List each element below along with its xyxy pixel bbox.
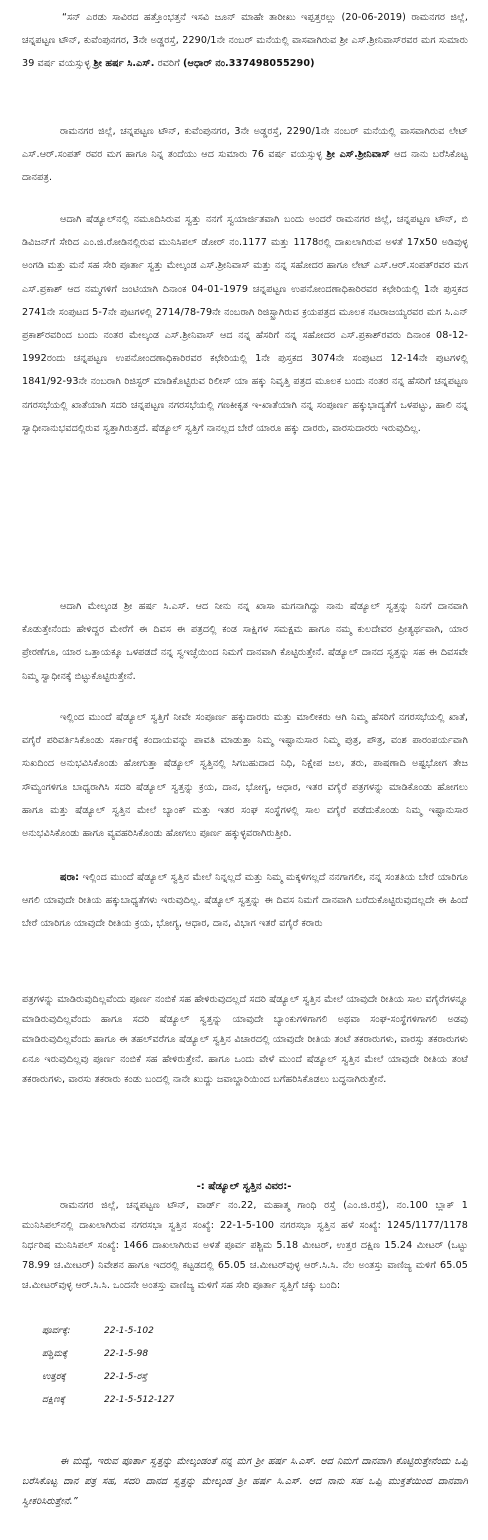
closing-paragraph: ಈ ಮದ್ಯೆ, ಇರುವ ಪೂರ್ತಾ ಸ್ವತ್ತನ್ನು ಮೇಲ್ಕಂಡಂತೆ ನನ್ನ ಮಗ ಶ್ರೀ ಹರ್ಷ ಸಿ.ಎಸ್. ಆದ ನಿಮಗೆ ದಾನವಾಗಿ ಕೊಟ್ಟಿರುತ್ತೇನೆಂದು ಒಪ್ಪಿ ಬರೆಸಿಕೊಟ್ಟ ದಾನ ಪತ್ರ ಸಹ, ಸದರಿ ದಾನದ ಸ್ವತ್ತನ್ನು ಮೇಲ್ಕಂಡ ಶ್ರೀ ಹರ್ಷ ಸಿ.ಎಸ್. ಆದ ನಾನು ಸಹ ಒಪ್ಪಿ ಮುಕ್ತತೆಯಿಂದ ದಾನವಾಗಿ ಸ್ವೀಕರಿಸಿರುತ್ತೇನೆ.” xyxy=(22,1456,468,1507)
note-paragraph xyxy=(22,866,468,936)
boundary-value: 22-1-5-98 xyxy=(104,1349,149,1359)
boundary-value: 22-1-5-102 xyxy=(104,1326,154,1336)
boundary-west xyxy=(42,1343,342,1366)
gift-paragraph: ಆದಾಗಿ ಮೇಲ್ಕಂಡ ಶ್ರೀ ಹರ್ಷ ಸಿ.ಎಸ್. ಆದ ನೀನು ನನ್ನ ಖಾಸಾ ಮಗನಾಗಿದ್ದು ನಾನು ಷೆಡ್ಯೂಲ್ ಸ್ವತ್ತನ್ನು ನಿನಗೆ ದಾನವಾಗಿ ಕೊಡುತ್ತೇನೆಂದು ಹೇಳಿದ್ದರ ಮೇರೆಗೆ ಈ ದಿವಸ ಈ ಪತ್ರದಲ್ಲಿ ಕಂಡ ಸಾಕ್ಷಿಗಳ ಸಮಕ್ಷಮ ಹಾಗೂ ನಮ್ಮ ಕುಲದೇವರ ಪ್ರೀತ್ಯರ್ಥವಾಗಿ, ಯಾರ ಪ್ರೇರಣೆಗೂ, ಯಾರ ಒತ್ತಾಯಕ್ಕೂ ಒಳಪಡದೆ ನನ್ನ ಸ್ವಇಚ್ಛೆಯಿಂದ ನಿಮಗೆ ದಾನವಾಗಿ ಕೊಟ್ಟಿರುತ್ತೇನೆ. ಷೆಡ್ಯೂಲ್ ದಾನದ ಸ್ವತ್ತನ್ನು ಸಹ ಈ ದಿವಸವೇ ನಿಮ್ಮ ಸ್ವಾಧೀನಕ್ಕೆ ಬಿಟ್ಟುಕೊಟ್ಟಿರುತ್ತೇನೆ. xyxy=(22,601,468,682)
donor-name: ಶ್ರೀ ಎಸ್.ಶ್ರೀನಿವಾಸ್ xyxy=(326,149,390,161)
rights-paragraph: ಇಲ್ಲಿಂದ ಮುಂದೆ ಷೆಡ್ಯೂಲ್ ಸ್ವತ್ತಿಗೆ ನೀವೇ ಸಂಪೂರ್ಣ ಹಕ್ಕುದಾರರು ಮತ್ತು ಮಾಲೀಕರು ಆಗಿ ನಿಮ್ಮ ಹೆಸರಿಗೆ ನಗರಸಭೆಯಲ್ಲಿ ಖಾತೆ, ವಗೈರೆ ಪರಿವರ್ತಿಸಿಕೊಂಡು ಸರ್ಕಾರಕ್ಕೆ ಕಂದಾಯವನ್ನು ಪಾವತಿ ಮಾಡುತ್ತಾ ನಿಮ್ಮ ಇಷ್ಟಾನುಸಾರ ನಿಮ್ಮ ಪುತ್ರ, ಪೌತ್ರ, ವಂಶ ಪಾರಂಪರ್ಯವಾಗಿ ಸುಖದಿಂದ ಅನುಭವಿಸಿಕೊಂಡು ಹೋಗುತ್ತಾ ಷೆಡ್ಯೂಲ್ ಸ್ವತ್ತಿನಲ್ಲಿ ಸಿಗಬಹುದಾದ ನಿಧಿ, ನಿಕ್ಷೇಪ ಜಲ, ತರು, ಪಾಷಣಾದಿ ಅಷ್ಟಭೋಗ ತೇಜ ಸೌಮ್ಯಂಗಳಿಗೂ ಬಾಧ್ಯರಾಗಿಸಿ ಸದರಿ ಷೆಡ್ಯೂಲ್ ಸ್ವತ್ತನ್ನು ಕ್ರಯ, ದಾನ, ಭೋಗ್ಯ, ಆಧಾರ, ಇತರ ವಗೈರೆ ಪತ್ರಗಳನ್ನು ಮಾಡಿಕೊಂಡು ಹೋಗಲು ಹಾಗೂ ಮತ್ತು ಷೆಡ್ಯೂಲ್ ಸ್ವತ್ತಿನ ಮೇಲೆ ಬ್ಯಾಂಕ್ ಮತ್ತು ಇತರ ಸಂಘ ಸಂಸ್ಥೆಗಳಲ್ಲಿ ಸಾಲ ವಗೈರೆ ಪಡೆದುಕೊಂಡು ನಿಮ್ಮ ಇಷ್ಟಾನುಸಾರ ಅನುಭವಿಸಿಕೊಂಡು ಹಾಗೂ ವ್ಯವಹರಿಸಿಕೊಂಡು ಹೋಗಲು ಪೂರ್ಣ ಹಕ್ಕುಳ್ಳವರಾಗಿರುತ್ತೀರಿ. xyxy=(22,712,468,840)
boundaries-list xyxy=(42,1320,342,1412)
boundary-dir: ಪೂರ್ವಕ್ಕೆ: xyxy=(42,1326,71,1336)
boundary-dir: ದಕ್ಷಿಣಕ್ಕೆ xyxy=(42,1395,66,1405)
intro-paragraph xyxy=(22,6,468,76)
declaration-paragraph: ಪತ್ರಗಳನ್ನು ಮಾಡಿರುವುದಿಲ್ಲವೆಂದು ಪೂರ್ಣ ನಂಬಿಕೆ ಸಹ ಹೇಳಿರುವುದಲ್ಲದೆ ಸದರಿ ಷೆಡ್ಯೂಲ್ ಸ್ವತ್ತಿನ ಮೇಲೆ ಯಾವುದೇ ರೀತಿಯ ಸಾಲ ವಗೈರೆಗಳನ್ನೂ ಮಾಡಿರುವುದಿಲ್ಲವೆಂದು ಹಾಗೂ ಸದರಿ ಷೆಡ್ಯೂಲ್ ಸ್ವತ್ತನ್ನು ಯಾವುದೇ ಬ್ಯಾಂಕುಗಳಿಗಾಗಲಿ ಅಥವಾ ಸಂಘ-ಸಂಸ್ಥೆಗಳಿಗಾಗಲಿ ಅಡವು ಮಾಡಿರುವುದಿಲ್ಲವೆಂದು ಹಾಗೂ ಈ ತಹಲ್‌ವರೆಗೂ ಷೆಡ್ಯೂಲ್ ಸ್ವತ್ತಿನ ವಿಚಾರದಲ್ಲಿ ಯಾವುದೇ ರೀತಿಯ ತಂಟೆ ತಕರಾರುಗಳು, ವಾರಸ್ಸು ತಕರಾರುಗಳು ಏನೂ ಇರುವುದಿಲ್ಲವು ಪೂರ್ಣ ನಂಬಿಕೆ ಸಹ ಹೇಳಿರುತ್ತೇನೆ. ಹಾಗೂ ಒಂದು ವೇಳೆ ಮುಂದೆ ಷೆಡ್ಯೂಲ್ ಸ್ವತ್ತಿನ ಮೇಲೆ ಯಾವುದೇ ರೀತಿಯ ತಂಟೆ ತಕರಾರುಗಳು, ವಾರಸು ತಕರಾರು ಕಂಡು ಬಂದಲ್ಲಿ ನಾನೇ ಖುದ್ದು ಜವಾಬ್ದಾರಿಯಿಂದ ಬಗೆಹರಿಸಿಕೊಡಲು ಬದ್ಧನಾಗಿರುತ್ತೇನೆ. xyxy=(22,994,468,1085)
boundary-dir: ಪಶ್ಚಿಮಕ್ಕೆ xyxy=(42,1349,68,1359)
boundary-east xyxy=(42,1320,342,1343)
ownership-paragraph: ಆದಾಗಿ ಷೆಡ್ಯೂಲ್‌ನಲ್ಲಿ ನಮೂದಿಸಿರುವ ಸ್ವತ್ತು ನನಗೆ ಸ್ವಯಾರ್ಜಿತವಾಗಿ ಬಂದು ಅಂದರೆ ರಾಮನಗರ ಜಿಲ್ಲೆ, ಚನ್ನಪಟ್ಟಣ ಟೌನ್, ಬಿ ಡಿವಿಜನ್‌ಗೆ ಸೇರಿದ ಎಂ.ಜಿ.ರೋಡಿನಲ್ಲಿರುವ ಮುನಿಸಿಪಲ್ ಡೋರ್ ನಂ.1177 ಮತ್ತು 1178ರಲ್ಲಿ ದಾಖಲಾಗಿರುವ ಅಳತೆ 17x50 ಅಡಿವುಳ್ಳ ಅಂಗಡಿ ಮತ್ತು ಮನೆ ಸಹ ಸೇರಿ ಪೂರ್ತಾ ಸ್ವತ್ತು ಮೇಲ್ಕಂಡ ಎಸ್.ಶ್ರೀನಿವಾಸ್ ಮತ್ತು ನನ್ನ ಸಹೋದರ ಹಾಗೂ ಲೇಟ್ ಎಸ್.ಆರ್.ಸಂಪತ್‌ರವರ ಮಗ ಎಸ್.ಪ್ರಕಾಶ್ ಆದ ನಮ್ಮಗಳಿಗೆ ಜಂಟಿಯಾಗಿ ದಿನಾಂಕ 04-01-1979 ಚನ್ನಪಟ್ಟಣ ಉಪನೋಂದಣಾಧಿಕಾರಿರವರ ಕಛೇರಿಯಲ್ಲಿ 1ನೇ ಪುಸ್ತಕದ 2741ನೇ ಸಂಪುಟದ 5-7ನೇ ಪುಟಗಳಲ್ಲಿ 2714/78-79ನೇ ನಂಬರಾಗಿ ರಿಜಿಸ್ಟ್ರಾಗಿರುವ ಕ್ರಯಪತ್ರದ ಮೂಲಕ ನಟರಾಜಯ್ಯರವರ ಮಗ ಸಿ.ಎನ್ ಪ್ರಕಾಶ್‌ರವರಿಂದ ಬಂದು ನಂತರ ಮೇಲ್ಕಂಡ ಎಸ್.ಶ್ರೀನಿವಾಸ್ ಆದ ನನ್ನ ಹೆಸರಿಗೆ ನನ್ನ ಸಹೋದರ ಎಸ್.ಪ್ರಕಾಶ್‌ರವರು ದಿನಾಂಕ 08-12-1992ರಂದು ಚನ್ನಪಟ್ಟಣ ಉಪನೋಂದಣಾಧಿಕಾರಿರವರ ಕಛೇರಿಯಲ್ಲಿ 1ನೇ ಪುಸ್ತಕದ 3074ನೇ ಸಂಪುಟದ 12-14ನೇ ಪುಟಗಳಲ್ಲಿ 1841/92-93ನೇ ನಂಬರಾಗಿ ರಿಜಿಸ್ಟರ್ ಮಾಡಿಕೊಟ್ಟಿರುವ ರಿಲೀಸ್ ಯಾ ಹಕ್ಕು ನಿವೃತ್ತಿ ಪತ್ರದ ಮೂಲಕ ಬಂದು ನಂತರ ನನ್ನ ಹೆಸರಿಗೆ ಚನ್ನಪಟ್ಟಣ ನಗರಸಭೆಯಲ್ಲಿ ಖಾತೆಯಾಗಿ ಸದರಿ ಚನ್ನಪಟ್ಟಣ ನಗರಸಭೆಯಲ್ಲಿ ಗಣಕೀಕೃತ ಇ-ಖಾತೆಯಾಗಿ ನನ್ನ ಸಂಪೂರ್ಣ ಹಕ್ಕುಭಾದ್ಯತೆಗೆ ಒಳಪಟ್ಟು, ಹಾಲಿ ನನ್ನ ಸ್ವಾಧೀನಾನುಭವದಲ್ಲಿರುವ ಸ್ವತ್ತಾಗಿರುತ್ತದೆ. ಷೆಡ್ಯೂಲ್ ಸ್ವತ್ತಿಗೆ ನಾನಲ್ಲದ ಬೇರೆ ಯಾರೂ ಹಕ್ಕು ದಾರರು, ವಾರಸುದಾರರು ಇರುವುದಿಲ್ಲ. xyxy=(22,214,468,434)
schedule-title: -: ಷೆಡ್ಯೂಲ್ ಸ್ವತ್ತಿನ ವಿವರ:- xyxy=(196,1181,292,1192)
boundary-value: 22-1-5-512-127 xyxy=(104,1395,175,1405)
donor-text: ರಾಮನಗರ ಜಿಲ್ಲೆ, ಚನ್ನಪಟ್ಟಣ ಟೌನ್, ಕುವೆಂಪುನಗರ, 3ನೇ ಅಡ್ಡರಸ್ತೆ, 2290/1ನೇ ನಂಬರ್ ಮನೆಯಲ್ಲಿ ವಾಸವಾಗಿರುವ ಲೇಟ್ ಎಸ್.ಆರ್.ಸಂಪತ್ ರವರ ಮಗ ಹಾಗೂ ನಿನ್ನ ತಂದೆಯು ಆದ ಸುಮಾರು 76 ವರ್ಷ ವಯಸ್ಸುಳ್ಳ xyxy=(22,126,468,161)
donee-name: ಶ್ರೀ ಹರ್ಷ ಸಿ.ಎಸ್. xyxy=(93,58,155,70)
intro-mid: ರವರಿಗೆ xyxy=(154,58,184,70)
boundary-north xyxy=(42,1366,342,1389)
boundary-south xyxy=(42,1389,342,1412)
donor-paragraph xyxy=(22,120,468,190)
boundary-value: 22-1-5-ರಸ್ತೆ xyxy=(104,1372,148,1382)
aadhaar-number: (ಆಧಾರ್ ನಂ.33749805529​0) xyxy=(183,58,315,70)
schedule-paragraph: ರಾಮನಗರ ಜಿಲ್ಲೆ, ಚನ್ನಪಟ್ಟಣ ಟೌನ್, ವಾರ್ಡ್ ನಂ.22, ಮಹಾತ್ಮ ಗಾಂಧಿ ರಸ್ತೆ (ಎಂ.ಜಿ.ರಸ್ತೆ), ನಂ.100 ಬ್ಲಾಕ್ 1 ಮುನಿಸಿಪಲ್‌ನಲ್ಲಿ ದಾಖಲಾಗಿರುವ ನಗರಸಭಾ ಸ್ವತ್ತಿನ ಸಂಖ್ಯೆ: 22-1-5-100 ನಗರಸಭಾ ಸ್ವತ್ತಿನ ಹಳೆ ಸಂಖ್ಯೆ: 1245/1177/1178 ನಿರ್ಧರಿಷ ಮುನಿಸಿಪಲ್ ಸಂಖ್ಯೆ: 1466 ದಾಖಲಾಗಿರುವ ಅಳತೆ ಪೂರ್ವ ಪಶ್ಚಿಮ 5.18 ಮೀಟರ್, ಉತ್ತರ ದಕ್ಷಿಣ 15.24 ಮೀಟರ್ (ಒಟ್ಟು 78.99 ಚ.ಮೀಟರ್) ನಿವೇಶನ ಹಾಗೂ ಇದರಲ್ಲಿ ಕಟ್ಟಡದಲ್ಲಿ 65.05 ಚ.ಮೀಟರ್‌ವುಳ್ಳ ಆರ್.ಸಿ.ಸಿ. ನೆಲ ಅಂತಸ್ತು ವಾಣಿಜ್ಯ ಮಳಿಗೆ 65.05 ಚ.ಮೀಟರ್‌ವುಳ್ಳ ಆರ್.ಸಿ.ಸಿ. ಒಂದನೇ ಅಂತಸ್ತು ವಾಣಿಜ್ಯ ಮಳಿಗೆ ಸಹ ಸೇರಿ ಪೂರ್ತಾ ಸ್ವತ್ತಿಗೆ ಚಕ್ಕು ಬಂದಿ: xyxy=(22,1200,468,1291)
intro-text: “ಸನ್ ಎರಡು ಸಾವಿರದ ಹತ್ತೊಂಭತ್ತನೆ ಇಸವಿ ಜೂನ್ ಮಾಹೇ ತಾರೀಖು ಇಪ್ಪತ್ತರಲ್ಲು (20-06-2019) ರಾಮನಗರ ಜಿಲ್ಲೆ, ಚನ್ನಪಟ್ಟಣ ಟೌನ್, ಕುವೆಂಪುನಗರ, 3ನೇ ಅಡ್ಡರಸ್ತೆ, 2290/1ನೇ ನಂಬರ್ ಮನೆಯಲ್ಲಿ ವಾಸವಾಗಿರುವ ಶ್ರೀ ಎಸ್.ಶ್ರೀನಿವಾಸ್‌ರವರ ಮಗ ಸುಮಾರು 39 ವರ್ಷ ವಯಸ್ಸುಳ್ಳ xyxy=(22,12,468,70)
donor-post: ಆದ ನಾನು ಬರೆಸಿಕೊಟ್ಟ ದಾನಪತ್ರ. xyxy=(22,149,469,184)
note-label: ಷರಾ: xyxy=(60,872,80,883)
boundary-dir: ಉತ್ತರಕ್ಕೆ xyxy=(42,1372,66,1382)
note-text: ಇಲ್ಲಿಂದ ಮುಂದೆ ಷೆಡ್ಯೂಲ್ ಸ್ವತ್ತಿನ ಮೇಲೆ ನಿನ್ನಲ್ಲದೆ ಮತ್ತು ನಿಮ್ಮ ಮಕ್ಕಳಿಗಲ್ಲದೆ ನನಗಾಗಲೀ, ನನ್ನ ಸಂತತಿಯ ಬೇರೆ ಯಾರಿಗೂ ಆಗಲಿ ಯಾವುದೇ ರೀತಿಯ ಹಕ್ಕುಬಾಧ್ಯತೆಗಳು ಇರುವುದಿಲ್ಲ. ಷೆಡ್ಯೂಲ್ ಸ್ವತ್ತನ್ನು ಈ ದಿವಸ ನಿಮಗೆ ದಾನವಾಗಿ ಬರೆದುಕೊಟ್ಟಿರುವುದಲ್ಲದೇ ಈ ಹಿಂದೆ ಬೇರೆ ಯಾರಿಗೂ ಯಾವುದೇ ರೀತಿಯ ಕ್ರಯ, ಭೋಗ್ಯ, ಆಧಾರ, ದಾನ, ವಿಭಾಗ ಇತರೆ ವಗೈರೆ ಕರಾರು xyxy=(22,872,468,930)
